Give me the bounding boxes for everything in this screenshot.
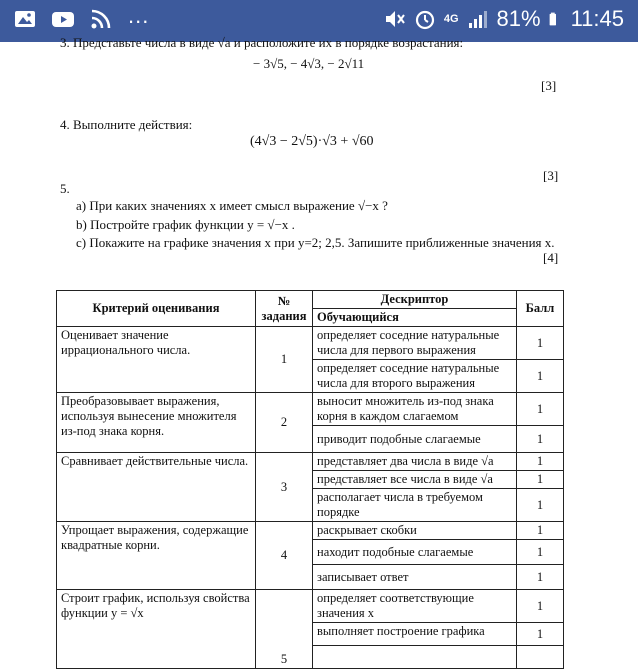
task4-score: [3] xyxy=(543,168,559,183)
criterion-cell: Преобразовывает выражения, используя вынесение множителя из-под знака корня. xyxy=(57,393,256,453)
score-cell: 1 xyxy=(517,565,564,590)
header-learner: Обучающийся xyxy=(313,309,517,327)
score-cell: 1 xyxy=(517,623,564,646)
criterion-cell: Сравнивает действительные числа. xyxy=(57,453,256,522)
descriptor-cell: определяет соответствующие значения x xyxy=(313,590,517,623)
document-page[interactable] xyxy=(0,35,638,666)
descriptor-cell xyxy=(313,646,517,669)
score-cell xyxy=(517,646,564,669)
criterion-cell: Упрощает выражения, содержащие квадратные корни. xyxy=(57,522,256,590)
table-row xyxy=(57,327,564,360)
clock: 11:45 xyxy=(570,6,624,31)
task3-heading: 3. Представьте числа в виде √a и расположите их в порядке возрастания: xyxy=(60,35,464,50)
score-cell: 1 xyxy=(517,426,564,453)
task4-heading: 4. Выполните действия: xyxy=(60,117,193,132)
score-cell: 1 xyxy=(517,489,564,522)
rss-icon xyxy=(90,8,112,30)
task5-part-a: a) При каких значениях x имеет смысл выражение √−x ? xyxy=(76,198,388,213)
battery-icon xyxy=(549,8,563,30)
descriptor-cell: определяет соседние натуральные числа для второго выражения xyxy=(313,360,517,393)
overflow-dots[interactable]: ... xyxy=(128,3,150,28)
table-row xyxy=(57,393,564,426)
header-descriptor: Дескриптор xyxy=(313,291,517,309)
score-cell: 1 xyxy=(517,471,564,489)
header-task-no: № задания xyxy=(256,291,313,327)
youtube-icon xyxy=(52,8,74,30)
battery-percent: 81% xyxy=(496,6,541,31)
criterion-cell: Строит график, используя свойства функции y = √x xyxy=(57,590,256,669)
criteria-table xyxy=(56,290,564,669)
task5-part-c: c) Покажите на графике значения x при y=2; 2,5. Запишите приближенные значения x. xyxy=(76,235,555,250)
task-number-cell: 1 xyxy=(256,327,313,393)
descriptor-cell: определяет соседние натуральные числа для первого выражения xyxy=(313,327,517,360)
descriptor-cell: представляет два числа в виде √a xyxy=(313,453,517,471)
criterion-cell: Оценивает значение иррационального числа. xyxy=(57,327,256,393)
descriptor-cell: раскрывает скобки xyxy=(313,522,517,540)
task-number-cell: 5 xyxy=(256,590,313,669)
task3-score: [3] xyxy=(541,78,557,93)
score-cell: 1 xyxy=(517,590,564,623)
descriptor-cell: находит подобные слагаемые xyxy=(313,540,517,565)
score-cell: 1 xyxy=(517,360,564,393)
table-row xyxy=(57,453,564,471)
descriptor-cell: выполняет построение графика xyxy=(313,623,517,646)
descriptor-cell: представляет все числа в виде √a xyxy=(313,471,517,489)
task5-score: [4] xyxy=(543,250,559,265)
task4-expression: (4√3 − 2√5)·√3 + √60 xyxy=(250,134,374,149)
descriptor-cell: приводит подобные слагаемые xyxy=(313,426,517,453)
image-icon xyxy=(14,8,36,30)
table-row xyxy=(57,522,564,540)
task5-part-b: b) Постройте график функции y = √−x . xyxy=(76,217,295,232)
table-row xyxy=(57,590,564,623)
descriptor-cell: выносит множитель из-под знака корня в каждом слагаемом xyxy=(313,393,517,426)
signal-icon xyxy=(467,8,489,30)
task-number-cell: 2 xyxy=(256,393,313,453)
descriptor-cell: записывает ответ xyxy=(313,565,517,590)
score-cell: 1 xyxy=(517,393,564,426)
task-number-cell: 3 xyxy=(256,453,313,522)
score-cell: 1 xyxy=(517,327,564,360)
score-cell: 1 xyxy=(517,453,564,471)
header-criterion: Критерий оценивания xyxy=(57,291,256,327)
descriptor-cell: располагает числа в требуемом порядке xyxy=(313,489,517,522)
header-score: Балл xyxy=(517,291,564,327)
task-number-cell: 4 xyxy=(256,522,313,590)
task3-expression: − 3√5, − 4√3, − 2√11 xyxy=(253,56,365,71)
task5-heading: 5. xyxy=(60,181,70,196)
alarm-icon xyxy=(414,8,436,30)
score-cell: 1 xyxy=(517,540,564,565)
score-cell: 1 xyxy=(517,522,564,540)
network-type: 4G xyxy=(443,13,459,25)
mute-icon xyxy=(384,8,406,30)
